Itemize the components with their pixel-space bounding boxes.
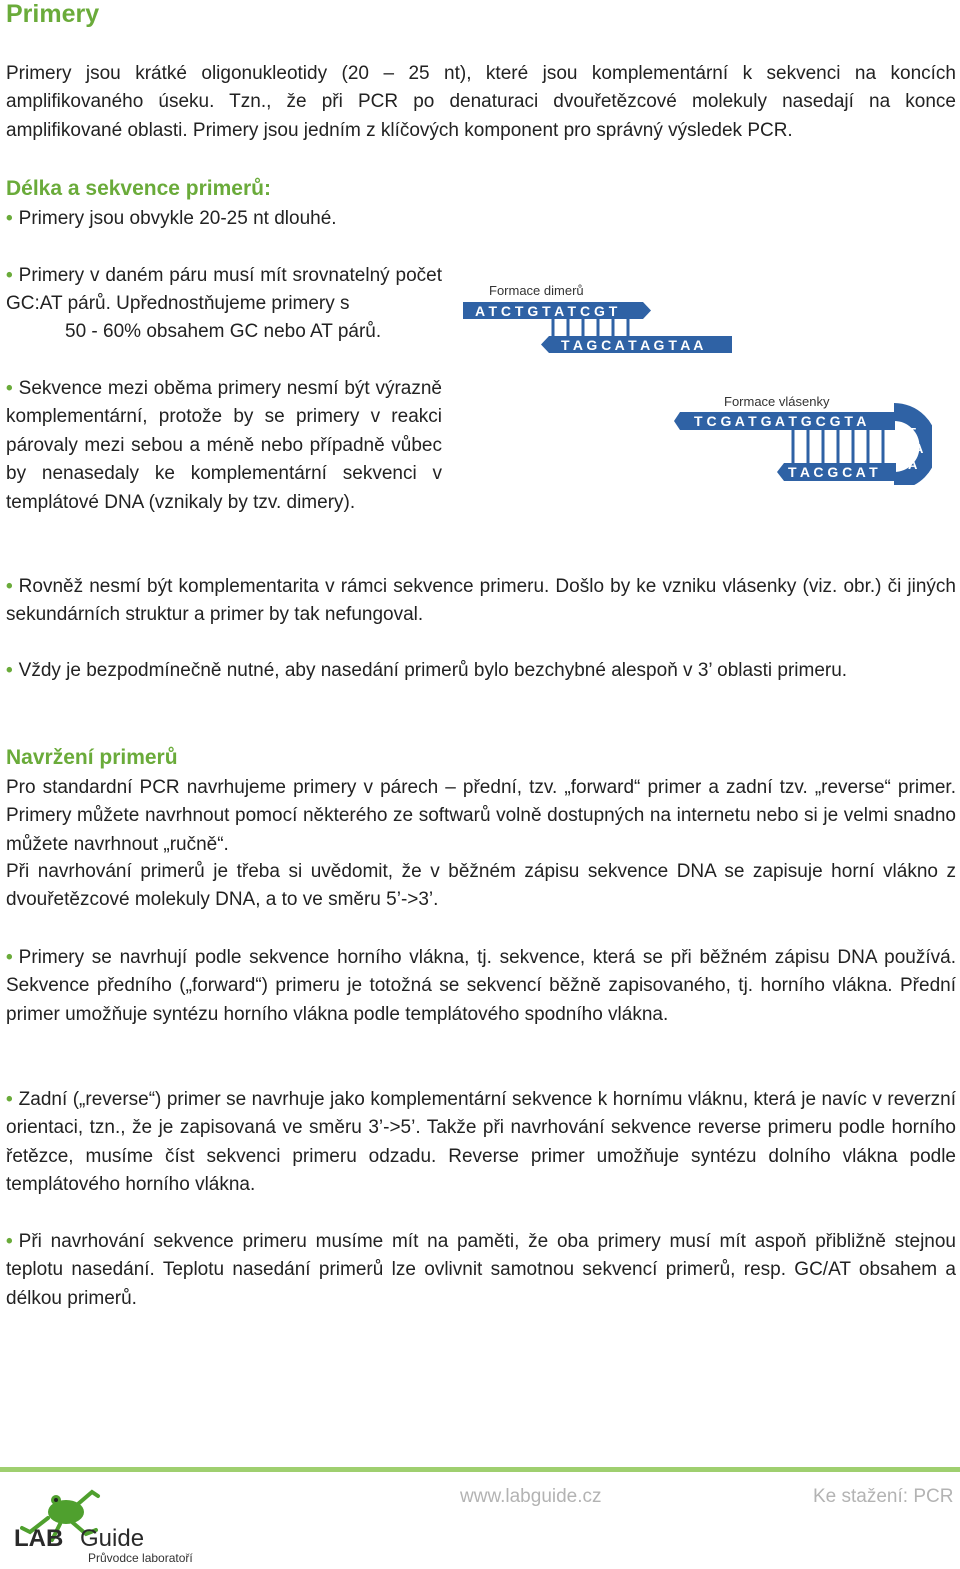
- list-item-text: Při navrhování sekvence primeru musíme mít na paměti, že oba primery musí mít aspoň přibližně stejnou teplotu nasedání. Teplotu nasedání primerů lze ovlivnit samotnou sekvencí primerů, resp. GC/AT obsahem a délkou primerů.: [6, 1231, 956, 1309]
- page-title: Primery: [6, 0, 100, 28]
- list-item: [6, 1228, 956, 1313]
- list-item: [6, 1086, 956, 1200]
- footer-download-label: Ke stažení: PCR: [813, 1486, 954, 1507]
- labguide-logo: [8, 1484, 208, 1564]
- list-item: [6, 657, 956, 685]
- section-heading-design: Navržení primerů: [6, 746, 178, 769]
- bullet-icon: •: [6, 660, 13, 681]
- bullet-icon: •: [6, 1089, 13, 1110]
- section-heading-length: Délka a sekvence primerů:: [6, 177, 271, 200]
- footer-url[interactable]: www.labguide.cz: [460, 1486, 602, 1507]
- list-item: [6, 573, 956, 630]
- list-item: [6, 262, 442, 319]
- design-paragraph-1: Pro standardní PCR navrhujeme primery v párech – přední, tzv. „forward“ primer a zadní tzv. „reverse“ primer. Primery můžete navrhnout pomocí některého ze softwarů volně dostupných na internetu nebo si je velmi snadno můžete navrhnout „ručně“.: [6, 777, 956, 855]
- list-item-text: Sekvence mezi oběma primery nesmí být výrazně komplementární, protože by se primery v reakci párovaly mezi sebou a méně nebo případně vůbec by nenasedaly ke komplementární sekvenci v templátové DNA (vznikaly by tzv. dimery).: [6, 378, 442, 513]
- list-item-text: Primery v daném páru musí mít srovnatelný počet GC:AT párů. Upřednostňujeme primery s: [6, 265, 442, 315]
- hairpin-bottom-sequence: T A C G C A T: [788, 464, 878, 480]
- bullet-icon: •: [6, 576, 13, 597]
- list-item-text: Zadní („reverse“) primer se navrhuje jako komplementární sekvence k hornímu vláknu, která je navíc v reverzní orientaci, tzn., že je zapisovaná ve směru 3’->5’. Takže při navrhování sekvence reverse primeru podle horního řetězce, musíme číst sekvenci primeru odzadu. Reverse primer umožňuje syntézu dolního vlákna podle templátového horního vlákna.: [6, 1089, 956, 1196]
- list-item-text: Vždy je bezpodmínečně nutné, aby nasedání primerů bylo bezchybné alespoň v 3’ oblasti primeru.: [18, 660, 848, 681]
- bullet-icon: •: [6, 378, 13, 399]
- list-item-text: Primery jsou obvykle 20-25 nt dlouhé.: [18, 208, 337, 229]
- frog-logo-icon: [8, 1484, 208, 1564]
- list-item: [6, 375, 442, 517]
- list-item-text: Rovněž nesmí být komplementarita v rámci sekvence primeru. Došlo by ke vzniku vlásenky (viz. obr.) či jiných sekundárních struktur a primer by tak nefungoval.: [6, 576, 956, 626]
- bullet-icon: •: [6, 1231, 13, 1252]
- hairpin-loop-letter-2: A: [914, 441, 924, 456]
- hairpin-top-sequence: T C G A T G A T G C G T A: [694, 413, 867, 429]
- footer-divider: [0, 1467, 960, 1472]
- dimer-label: Formace dimerů: [489, 283, 584, 298]
- bullet-icon: •: [6, 265, 13, 286]
- design-paragraph-2: Při navrhování primerů je třeba si uvědomit, že v běžném zápisu sekvence DNA se zapisuje horní vlákno z dvouřetězcové molekuly DNA, a to ve směru 5’->3’.: [6, 861, 956, 911]
- list-item-text-continuation: 50 - 60% obsahem GC nebo AT párů.: [65, 321, 382, 342]
- list-item-text: Primery se navrhují podle sekvence horního vlákna, tj. sekvence, která se při běžném zápisu DNA používá. Sekvence předního („forward“) primeru je totožná se sekvencí běžně zapisovaného, tj. horního vlákna. Přední primer umožňuje syntézu horního vlákna podle templátového spodního vlákna.: [6, 947, 956, 1025]
- hairpin-diagram: [672, 390, 932, 485]
- dimer-diagram: [455, 280, 755, 360]
- dimer-bottom-sequence: T A G C A T A G T A A: [561, 337, 704, 353]
- hairpin-figure: [672, 390, 932, 485]
- hairpin-label: Formace vlásenky: [724, 394, 830, 409]
- dimer-figure: [455, 280, 755, 360]
- intro-paragraph: Primery jsou krátké oligonukleotidy (20 – 25 nt), které jsou komplementární k sekvenci na koncích amplifikovaného úseku. Tzn., že při PCR po denaturaci dvouřetězcové molekuly nasedají na konce amplifikované oblasti. Primery jsou jedním z klíčových komponent pro správný výsledek PCR.: [6, 63, 956, 141]
- dimer-top-sequence: A T C T G T A T C G T: [475, 303, 618, 319]
- logo-subtitle: Průvodce laboratoří: [88, 1551, 193, 1564]
- logo-guide-text: Guide: [80, 1525, 145, 1552]
- list-item: [6, 944, 956, 1029]
- bullet-icon: •: [6, 947, 13, 968]
- hairpin-loop-letter-3: A: [908, 457, 918, 472]
- bullet-icon: •: [6, 208, 13, 229]
- hairpin-loop-letter-1: T: [908, 425, 916, 440]
- logo-lab-text: LAB: [14, 1525, 64, 1552]
- list-item: [6, 205, 506, 233]
